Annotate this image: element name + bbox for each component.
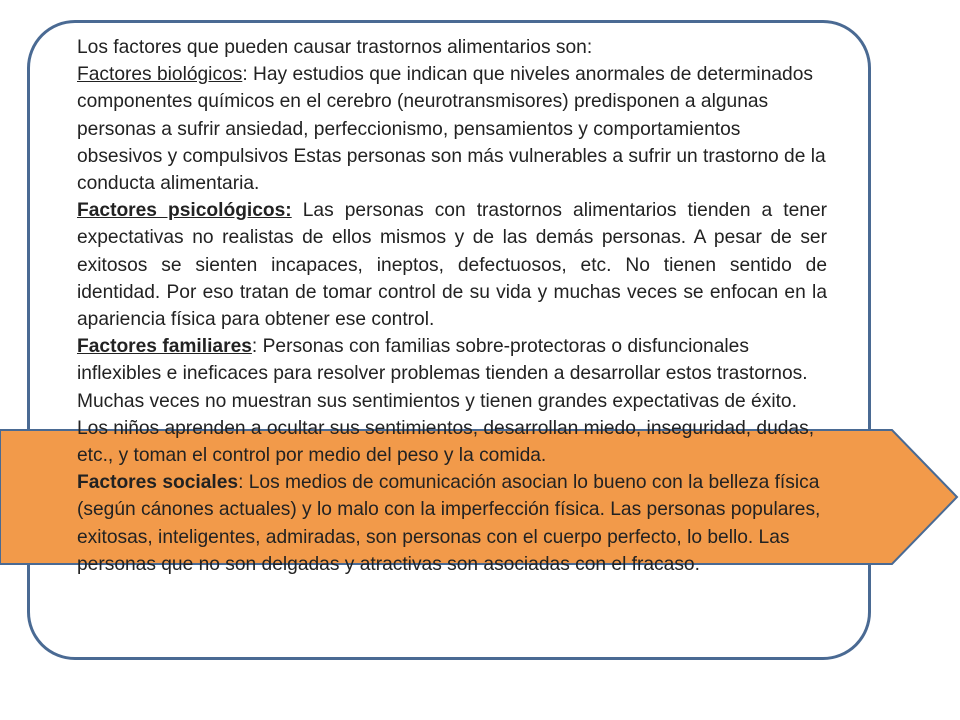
factors-text — [77, 34, 827, 578]
body-psicologicos: Las personas con trastornos alimentarios tienden a tener expectativas no realistas de ellos mismos y de las demás personas. A pesar de ser exitosos se sienten incapaces, ineptos, defectuosos, etc. No tienen sentido de identidad. Por eso tratan de tomar control de su vida y muchas veces se enfocan en la apariencia física para obtener ese control. — [77, 200, 828, 331]
heading-biologicos: Factores biológicos — [77, 64, 243, 86]
heading-sociales: Factores sociales — [77, 472, 239, 494]
body-sociales: : Los medios de comunicación asocian lo bueno con la belleza física (según cánones actuales) y lo malo con la imperfección física. Las personas populares, exitosas, inteligentes, admiradas, son personas con el cuerpo perfecto, lo bello. Las personas que no son delgadas y atractivas son asociadas con el fracaso. — [77, 472, 821, 575]
paragraph-biologicos — [77, 61, 827, 197]
paragraph-sociales — [77, 469, 827, 578]
paragraph-psicologicos — [77, 197, 827, 333]
colon-biologicos: : — [242, 64, 248, 86]
heading-psicologicos: Factores psicológicos: — [77, 200, 292, 222]
paragraph-familiares — [77, 333, 827, 469]
heading-familiares: Factores familiares — [77, 336, 252, 358]
intro-text: Los factores que pueden causar trastornos alimentarios son: — [77, 37, 593, 58]
body-familiares: Personas con familias sobre-protectoras o disfuncionales inflexibles e ineficaces para resolver problemas tienden a desarrollar estos trastornos. Muchas veces no muestran sus sentimientos y tienen grandes expectativas de éxito. Los niños aprenden a ocultar sus sentimientos, desarrollan miedo, inseguridad, dudas, etc., y toman el control por medio del peso y la comida. — [77, 336, 815, 467]
colon-familiares: : — [251, 336, 258, 358]
body-biologicos: Hay estudios que indican que niveles anormales de determinados componentes químicos en el cerebro (neurotransmisores) predisponen a algunas personas a sufrir ansiedad, perfeccionismo, pensamientos y comportamientos obsesivos y compulsivos Estas personas son más vulnerables a sufrir un trastorno de la conducta alimentaria. — [77, 64, 826, 195]
